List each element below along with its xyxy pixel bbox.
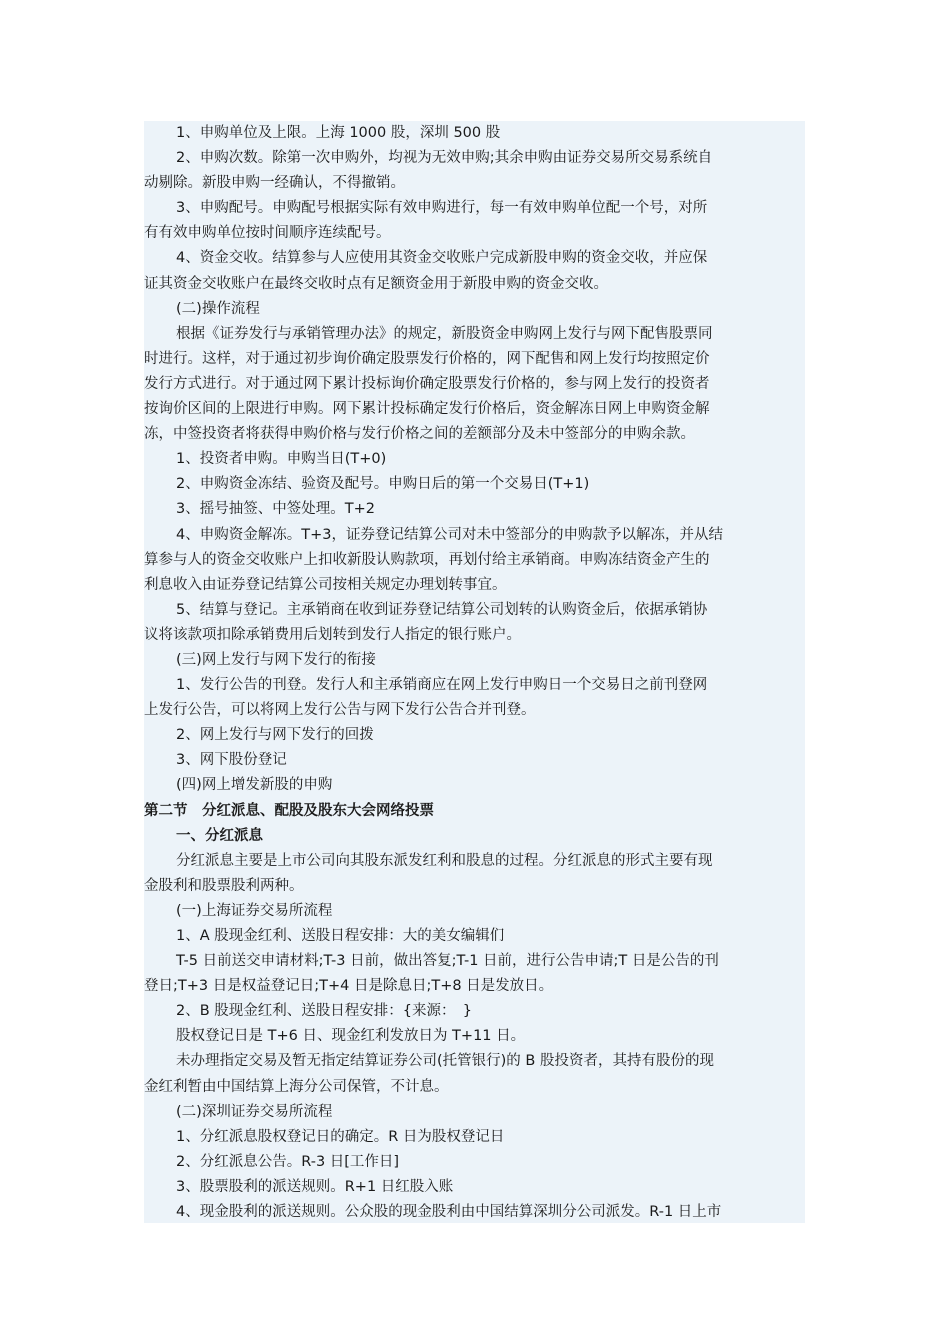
text-line: 3、股票股利的派送规则。R+1 日红股入账 xyxy=(176,1178,454,1195)
text-line: (二)深圳证券交易所流程 xyxy=(176,1103,333,1120)
text-line: T-5 日前送交申请材料;T-3 日前，做出答复;T-1 日前，进行公告申请;T 日是公告的刊 xyxy=(176,953,719,970)
text-line: 上发行公告，可以将网上发行公告与网下发行公告合并刊登。 xyxy=(144,702,536,719)
text-line: 1、投资者申购。申购当日(T+0) xyxy=(176,451,387,468)
text-line: 金股利和股票股利两种。 xyxy=(144,877,304,894)
text-line: 分红派息主要是上市公司向其股东派发红利和股息的过程。分红派息的形式主要有现 xyxy=(176,852,713,869)
text-line: 3、摇号抽签、中签处理。T+2 xyxy=(176,501,375,518)
text-line: 2、申购次数。除第一次申购外，均视为无效申购;其余申购由证券交易所交易系统自 xyxy=(176,150,713,167)
text-line: (四)网上增发新股的申购 xyxy=(176,777,333,794)
text-line: (一)上海证券交易所流程 xyxy=(176,902,333,919)
text-line: 股权登记日是 T+6 日、现金红利发放日为 T+11 日。 xyxy=(176,1028,526,1045)
text-line: 按询价区间的上限进行申购。网下累计投标确定发行价格后，资金解冻日网上申购资金解 xyxy=(144,401,710,418)
section-heading: 第二节 分红派息、配股及股东大会网络投票 xyxy=(144,802,434,819)
document-content xyxy=(144,121,805,1223)
text-line: 1、发行公告的刊登。发行人和主承销商应在网上发行申购日一个交易日之前刊登网 xyxy=(176,677,708,694)
text-line: 1、申购单位及上限。上海 1000 股，深圳 500 股 xyxy=(176,125,501,141)
section-heading: 一、分红派息 xyxy=(176,827,263,844)
text-line: 有有效申购单位按时间顺序连续配号。 xyxy=(144,225,391,242)
text-line: 金红利暂由中国结算上海分公司保管，不计息。 xyxy=(144,1078,449,1095)
text-line: 5、结算与登记。主承销商在收到证券登记结算公司划转的认购资金后，依据承销协 xyxy=(176,601,708,618)
text-line: 登日;T+3 日是权益登记日;T+4 日是除息日;T+8 日是发放日。 xyxy=(144,978,554,995)
text-line: 时进行。这样，对于通过初步询价确定股票发行价格的，网下配售和网上发行均按照定价 xyxy=(144,350,710,367)
text-line: 未办理指定交易及暂无指定结算证券公司(托管银行)的 B 股投资者，其持有股份的现 xyxy=(176,1053,714,1070)
text-line: (二)操作流程 xyxy=(176,300,260,317)
text-line: 利息收入由证券登记结算公司按相关规定办理划转事宜。 xyxy=(144,576,507,593)
text-line: 算参与人的资金交收账户上扣收新股认购款项，再划付给主承销商。申购冻结资金产生的 xyxy=(144,551,710,568)
text-line: 4、申购资金解冻。T+3，证券登记结算公司对未中签部分的申购款予以解冻，并从结 xyxy=(176,526,723,543)
text-line: 发行方式进行。对于通过网下累计投标询价确定股票发行价格的，参与网上发行的投资者 xyxy=(144,375,710,392)
text-line: (三)网上发行与网下发行的衔接 xyxy=(176,651,376,668)
text-line: 4、资金交收。结算参与人应使用其资金交收账户完成新股申购的资金交收，并应保 xyxy=(176,250,708,267)
text-line: 1、分红派息股权登记日的确定。R 日为股权登记日 xyxy=(176,1128,505,1145)
text-line: 根据《证券发行与承销管理办法》的规定，新股资金申购网上发行与网下配售股票同 xyxy=(176,325,713,342)
text-line: 1、A 股现金红利、送股日程安排：大的美女编辑们 xyxy=(176,928,505,944)
text-line: 证其资金交收账户在最终交收时点有足额资金用于新股申购的资金交收。 xyxy=(144,275,608,292)
text-line: 2、网上发行与网下发行的回拨 xyxy=(176,727,374,744)
text-line: 4、现金股利的派送规则。公众股的现金股利由中国结算深圳分公司派发。R-1 日上市 xyxy=(176,1204,722,1221)
text-line: 动剔除。新股申购一经确认，不得撤销。 xyxy=(144,175,405,192)
text-line: 2、B 股现金红利、送股日程安排：{来源： } xyxy=(176,1003,472,1020)
text-line: 3、网下股份登记 xyxy=(176,752,287,769)
text-line: 冻，中签投资者将获得申购价格与发行价格之间的差额部分及未中签部分的申购余款。 xyxy=(144,426,695,443)
text-line: 2、分红派息公告。R-3 日[工作日] xyxy=(176,1153,400,1170)
text-line: 2、申购资金冻结、验资及配号。申购日后的第一个交易日(T+1) xyxy=(176,476,590,493)
text-line: 3、申购配号。申购配号根据实际有效申购进行，每一有效申购单位配一个号，对所 xyxy=(176,200,708,217)
text-line: 议将该款项扣除承销费用后划转到发行人指定的银行账户。 xyxy=(144,626,521,643)
